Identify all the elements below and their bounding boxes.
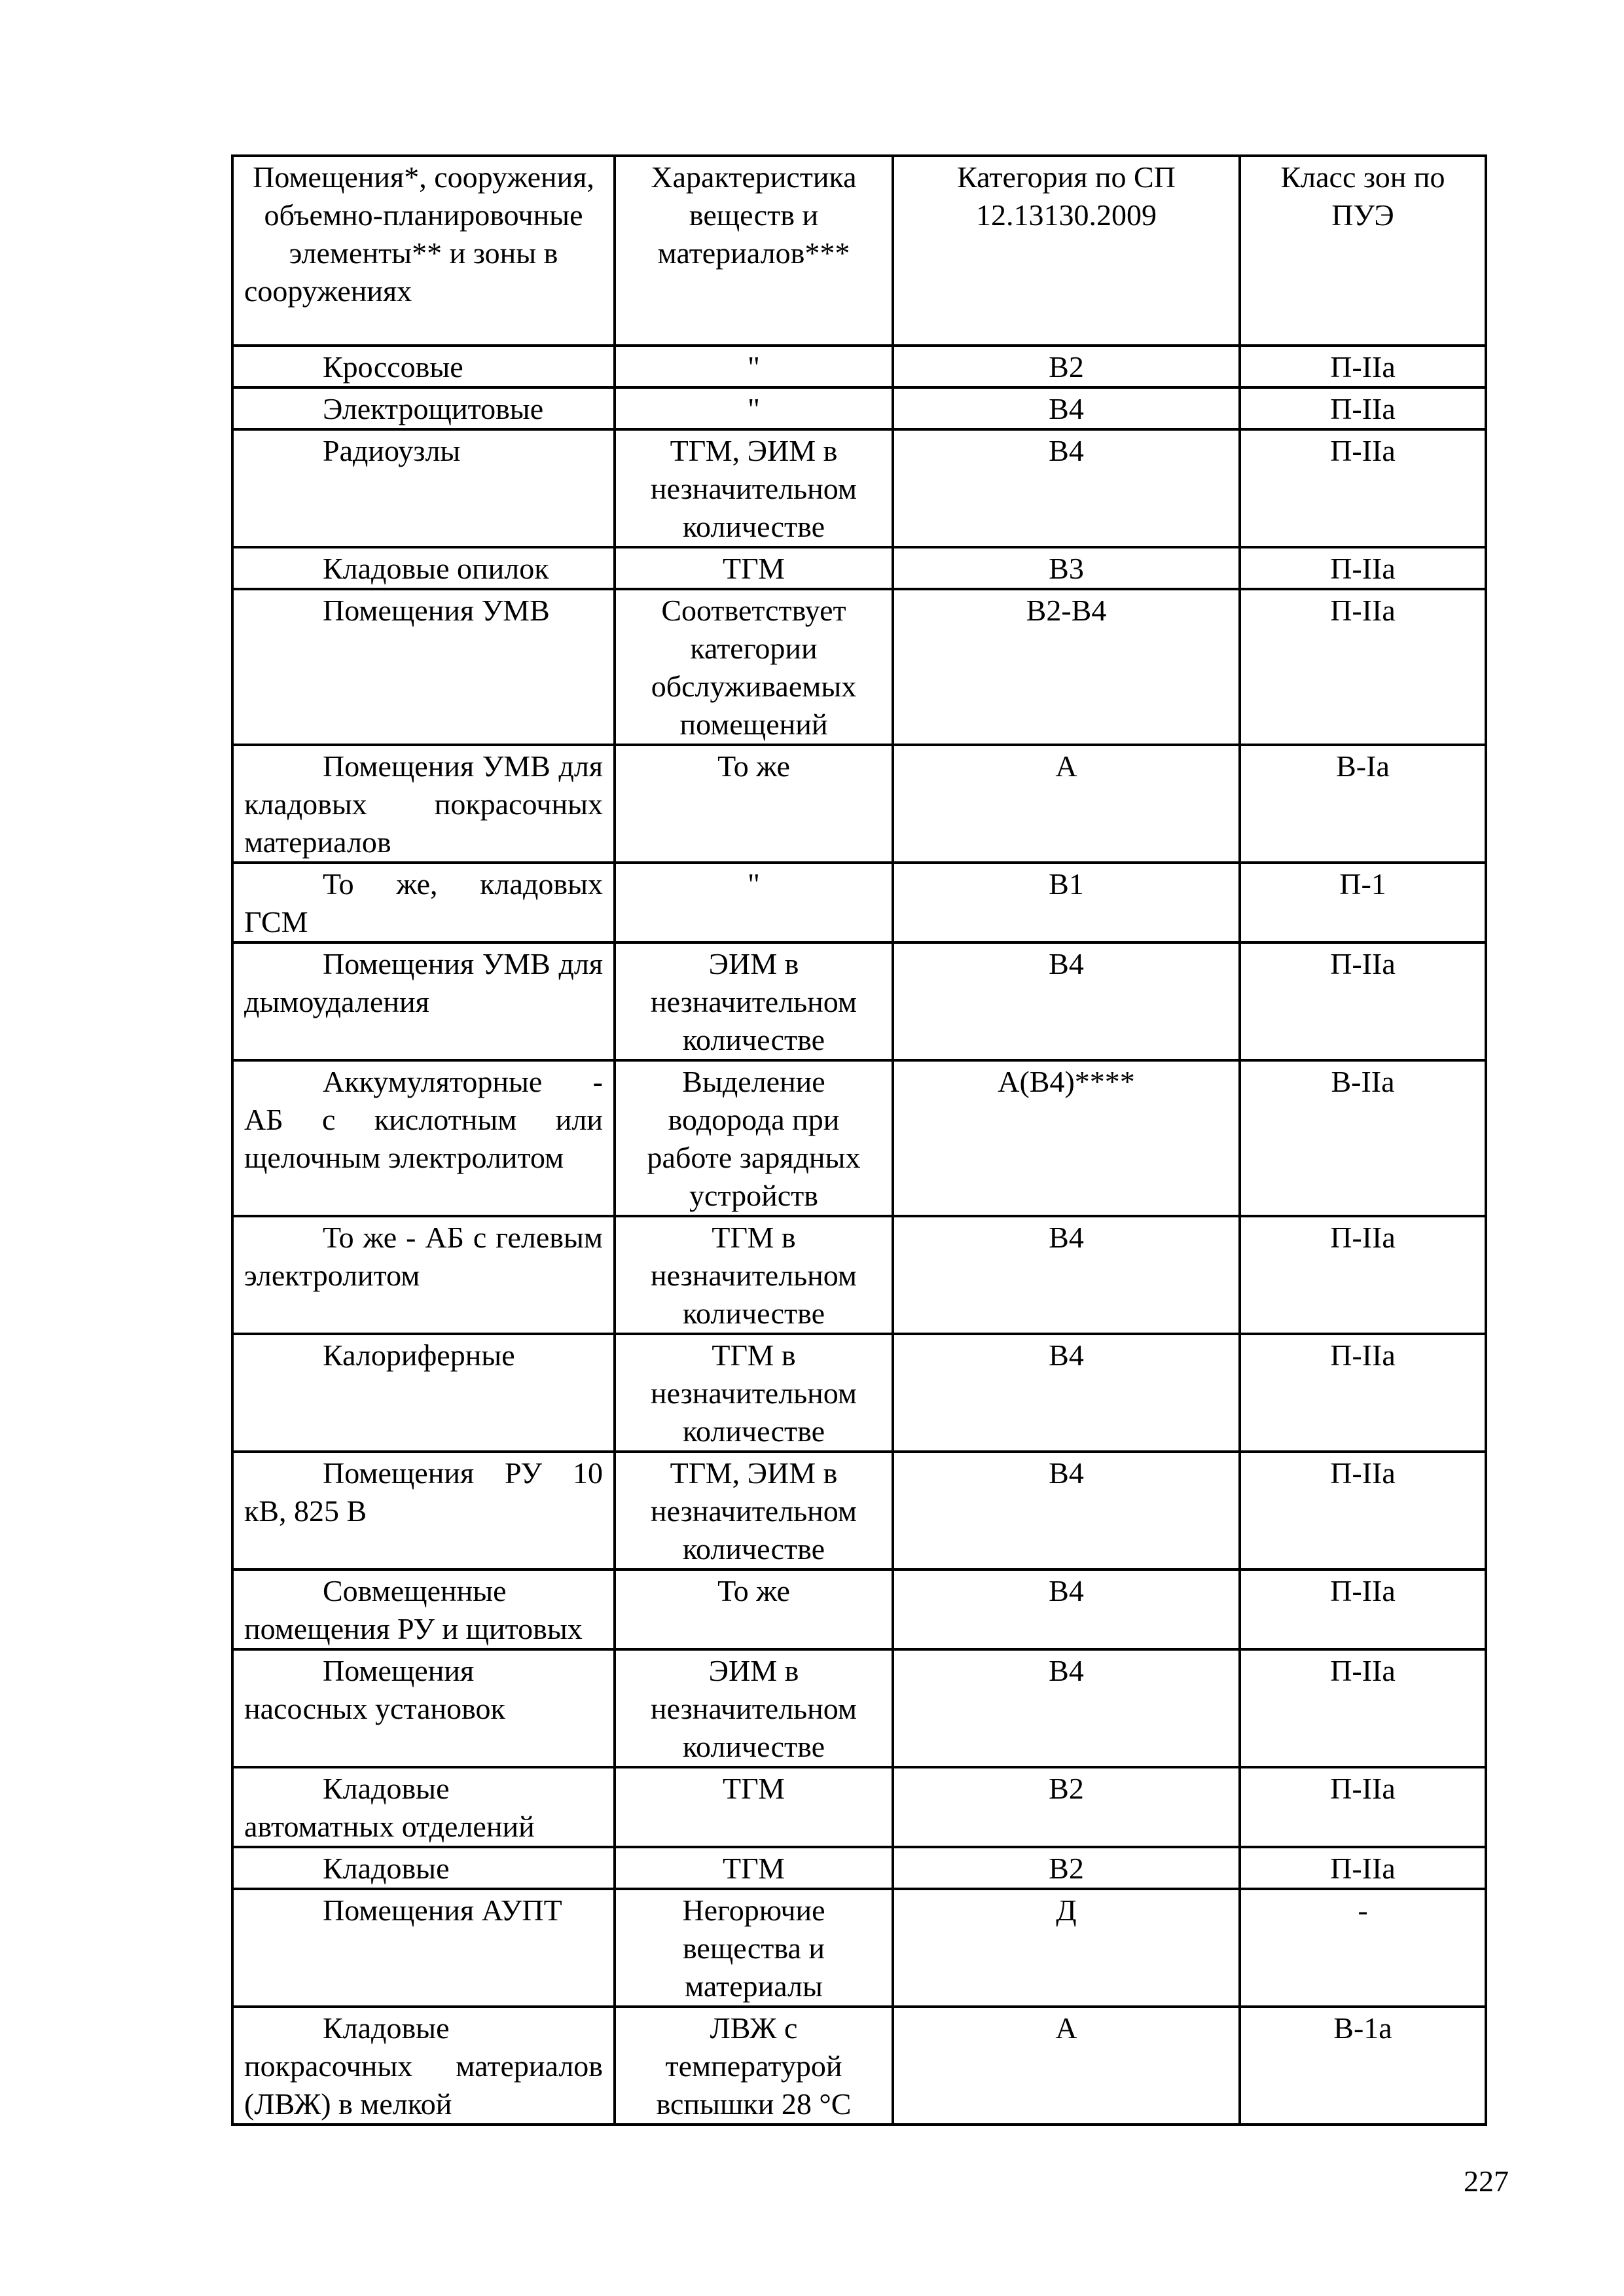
cell-premises: Радиоузлы bbox=[232, 429, 615, 547]
table-row bbox=[232, 2007, 1486, 2125]
cell-zone-class: П-IIа bbox=[1240, 1649, 1486, 1767]
cell-premises: Кладовые автоматных отделений bbox=[232, 1767, 615, 1847]
header-category: Категория по СП 12.13130.2009 bbox=[893, 156, 1240, 346]
cell-category: В4 bbox=[893, 387, 1240, 429]
cell-premises: То же - АБ с гелевым электролитом bbox=[232, 1216, 615, 1334]
table-row bbox=[232, 589, 1486, 745]
table-header-row bbox=[232, 156, 1486, 346]
cell-substances: ЛВЖ с температурой вспышки 28 °С bbox=[615, 2007, 893, 2125]
cell-category: Д bbox=[893, 1889, 1240, 2007]
table-row bbox=[232, 1570, 1486, 1649]
cell-category: В4 bbox=[893, 942, 1240, 1060]
header-substances: Характеристика веществ и материалов*** bbox=[615, 156, 893, 346]
table-row bbox=[232, 1216, 1486, 1334]
cell-category: В4 bbox=[893, 1334, 1240, 1452]
cell-zone-class: П-IIа bbox=[1240, 429, 1486, 547]
cell-category: А bbox=[893, 745, 1240, 863]
cell-zone-class: П-IIа bbox=[1240, 1216, 1486, 1334]
cell-zone-class: - bbox=[1240, 1889, 1486, 2007]
cell-substances: ЭИМ в незначительном количестве bbox=[615, 1649, 893, 1767]
header-zone-class: Класс зон по ПУЭ bbox=[1240, 156, 1486, 346]
cell-premises: Помещения УМВ bbox=[232, 589, 615, 745]
cell-zone-class: П-IIа bbox=[1240, 1767, 1486, 1847]
cell-substances: ТГМ bbox=[615, 547, 893, 589]
document-table bbox=[231, 154, 1487, 2126]
cell-substances: ЭИМ в незначительном количестве bbox=[615, 942, 893, 1060]
cell-category: В4 bbox=[893, 1570, 1240, 1649]
cell-zone-class: П-IIа bbox=[1240, 547, 1486, 589]
cell-premises: Кладовые bbox=[232, 1847, 615, 1889]
cell-zone-class: П-IIа bbox=[1240, 1452, 1486, 1570]
cell-zone-class: П-1 bbox=[1240, 863, 1486, 942]
cell-category: В4 bbox=[893, 429, 1240, 547]
cell-substances: ТГМ, ЭИМ в незначительном количестве bbox=[615, 429, 893, 547]
cell-premises: Кладовые опилок bbox=[232, 547, 615, 589]
cell-substances: " bbox=[615, 387, 893, 429]
table-row bbox=[232, 1060, 1486, 1216]
cell-substances: ТГМ bbox=[615, 1847, 893, 1889]
cell-zone-class: В-IIа bbox=[1240, 1060, 1486, 1216]
table-row bbox=[232, 429, 1486, 547]
table-row bbox=[232, 1889, 1486, 2007]
cell-zone-class: В-1а bbox=[1240, 2007, 1486, 2125]
cell-premises: Электрощитовые bbox=[232, 387, 615, 429]
cell-premises: Совмещенные помещения РУ и щитовых bbox=[232, 1570, 615, 1649]
cell-category: В2 bbox=[893, 1847, 1240, 1889]
table-row bbox=[232, 942, 1486, 1060]
cell-category: В4 bbox=[893, 1452, 1240, 1570]
cell-premises: То же, кладовых ГСМ bbox=[232, 863, 615, 942]
cell-substances: ТГМ bbox=[615, 1767, 893, 1847]
page-number: 227 bbox=[1464, 2164, 1509, 2198]
cell-substances: Негорючие вещества и материалы bbox=[615, 1889, 893, 2007]
cell-category: А(В4)**** bbox=[893, 1060, 1240, 1216]
cell-substances: Соответствует категории обслуживаемых помещений bbox=[615, 589, 893, 745]
cell-zone-class: П-IIа bbox=[1240, 346, 1486, 387]
cell-zone-class: П-IIа bbox=[1240, 1847, 1486, 1889]
cell-category: В1 bbox=[893, 863, 1240, 942]
table-row bbox=[232, 863, 1486, 942]
cell-premises: Помещения РУ 10 кВ, 825 В bbox=[232, 1452, 615, 1570]
cell-category: В2 bbox=[893, 1767, 1240, 1847]
cell-category: А bbox=[893, 2007, 1240, 2125]
cell-category: В4 bbox=[893, 1216, 1240, 1334]
cell-category: В3 bbox=[893, 547, 1240, 589]
cell-substances: ТГМ, ЭИМ в незначительном количестве bbox=[615, 1452, 893, 1570]
cell-zone-class: П-IIа bbox=[1240, 1570, 1486, 1649]
cell-substances: " bbox=[615, 346, 893, 387]
cell-premises: Калориферные bbox=[232, 1334, 615, 1452]
cell-zone-class: П-IIа bbox=[1240, 589, 1486, 745]
cell-zone-class: П-IIа bbox=[1240, 942, 1486, 1060]
cell-category: В4 bbox=[893, 1649, 1240, 1767]
cell-substances: ТГМ в незначительном количестве bbox=[615, 1334, 893, 1452]
table-row bbox=[232, 387, 1486, 429]
cell-category: В2-В4 bbox=[893, 589, 1240, 745]
cell-zone-class: П-IIа bbox=[1240, 1334, 1486, 1452]
cell-substances: " bbox=[615, 863, 893, 942]
cell-premises: Кладовые покрасочных материалов (ЛВЖ) в мелкой bbox=[232, 2007, 615, 2125]
cell-substances: Выделение водорода при работе зарядных устройств bbox=[615, 1060, 893, 1216]
cell-premises: Помещения УМВ для кладовых покрасочных материалов bbox=[232, 745, 615, 863]
table-row bbox=[232, 745, 1486, 863]
cell-premises: Помещения насосных установок bbox=[232, 1649, 615, 1767]
table-row bbox=[232, 1767, 1486, 1847]
cell-premises: Аккумуляторные - АБ с кислотным или щелочным электролитом bbox=[232, 1060, 615, 1216]
table-row bbox=[232, 1334, 1486, 1452]
cell-zone-class: П-IIа bbox=[1240, 387, 1486, 429]
cell-substances: То же bbox=[615, 1570, 893, 1649]
table-row bbox=[232, 1452, 1486, 1570]
cell-premises: Помещения УМВ для дымоудаления bbox=[232, 942, 615, 1060]
cell-premises: Кроссовые bbox=[232, 346, 615, 387]
table-row bbox=[232, 1847, 1486, 1889]
cell-premises: Помещения АУПТ bbox=[232, 1889, 615, 2007]
cell-substances: ТГМ в незначительном количестве bbox=[615, 1216, 893, 1334]
table-row bbox=[232, 346, 1486, 387]
cell-category: В2 bbox=[893, 346, 1240, 387]
header-premises: Помещения*, сооружения, объемно-планировочные элементы** и зоны в сооружениях bbox=[232, 156, 615, 346]
table-row bbox=[232, 1649, 1486, 1767]
table-row bbox=[232, 547, 1486, 589]
cell-zone-class: В-Iа bbox=[1240, 745, 1486, 863]
cell-substances: То же bbox=[615, 745, 893, 863]
